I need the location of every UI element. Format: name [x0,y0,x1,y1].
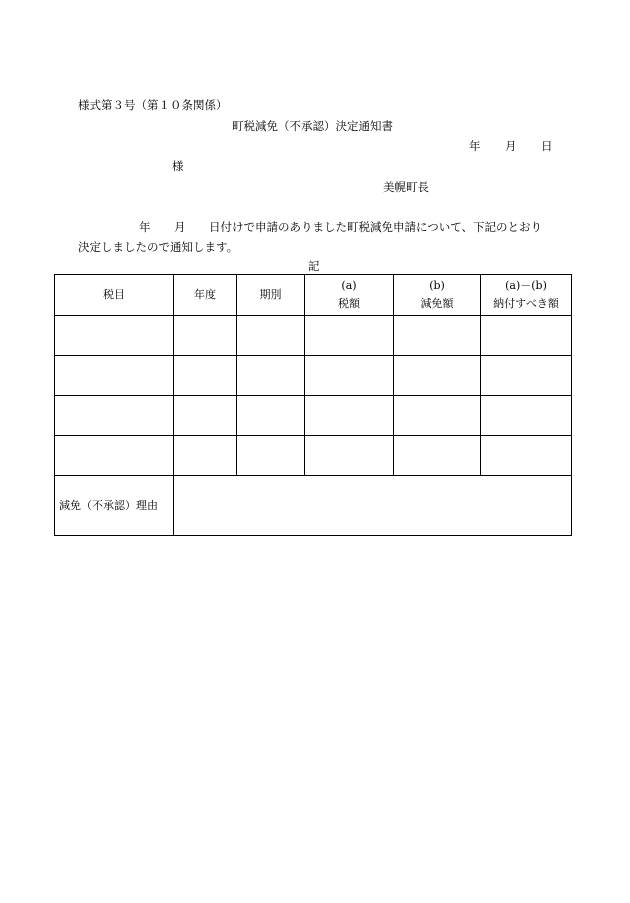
cell-year [174,356,237,396]
header-a-mark: (a) [341,279,357,292]
header-tax-item: 税目 [55,275,174,316]
reason-row [55,476,572,536]
cell-tax-item [55,436,174,476]
cell-period [237,356,305,396]
body-line-1-text: 日付けで申請のありました町税減免申請について、下記のとおり [209,220,543,234]
cell-period [237,396,305,436]
header-tax-amount [305,275,394,316]
issue-date [469,138,553,154]
reason-label: 減免（不承認）理由 [55,476,174,536]
header-reduction-amount [394,275,481,316]
header-b-label: 減免額 [420,297,454,310]
table-header-row [55,275,572,316]
table-row [55,436,572,476]
cell-tax-amount [305,356,394,396]
cell-payable-amount [481,356,572,396]
header-period: 期別 [237,275,305,316]
cell-payable-amount [481,316,572,356]
ref-year: 年 [139,220,151,234]
table-row [55,316,572,356]
cell-tax-item [55,316,174,356]
cell-tax-item [55,356,174,396]
form-number: 様式第３号（第１０条関係） [78,98,228,112]
date-day: 日 [541,139,553,153]
cell-tax-amount [305,436,394,476]
table-row [55,356,572,396]
cell-tax-amount [305,316,394,356]
body-line-1 [139,219,542,235]
issuer-name: 美幌町長 [383,180,429,194]
cell-reduction-amount [394,436,481,476]
header-payable-amount [481,275,572,316]
header-ab-mark: (a)－(b) [505,279,547,292]
date-year: 年 [469,139,481,153]
cell-period [237,316,305,356]
cell-tax-amount [305,396,394,436]
header-b-mark: (b) [429,279,445,292]
cell-tax-item [55,396,174,436]
table-row [55,396,572,436]
cell-year [174,396,237,436]
cell-year [174,316,237,356]
header-a-label: 税額 [338,297,360,310]
cell-year [174,436,237,476]
cell-period [237,436,305,476]
ki-heading: 記 [308,259,320,273]
cell-reduction-amount [394,356,481,396]
decision-table [54,274,572,536]
reason-value [174,476,572,536]
cell-reduction-amount [394,396,481,436]
body-line-2: 決定しましたので通知します。 [78,240,239,254]
addressee-suffix: 様 [172,159,184,173]
ref-month: 月 [174,220,186,234]
cell-payable-amount [481,396,572,436]
header-year: 年度 [174,275,237,316]
document-title: 町税減免（不承認）決定通知書 [232,119,393,133]
cell-payable-amount [481,436,572,476]
cell-reduction-amount [394,316,481,356]
header-ab-label: 納付すべき額 [493,297,559,310]
date-month: 月 [505,139,517,153]
